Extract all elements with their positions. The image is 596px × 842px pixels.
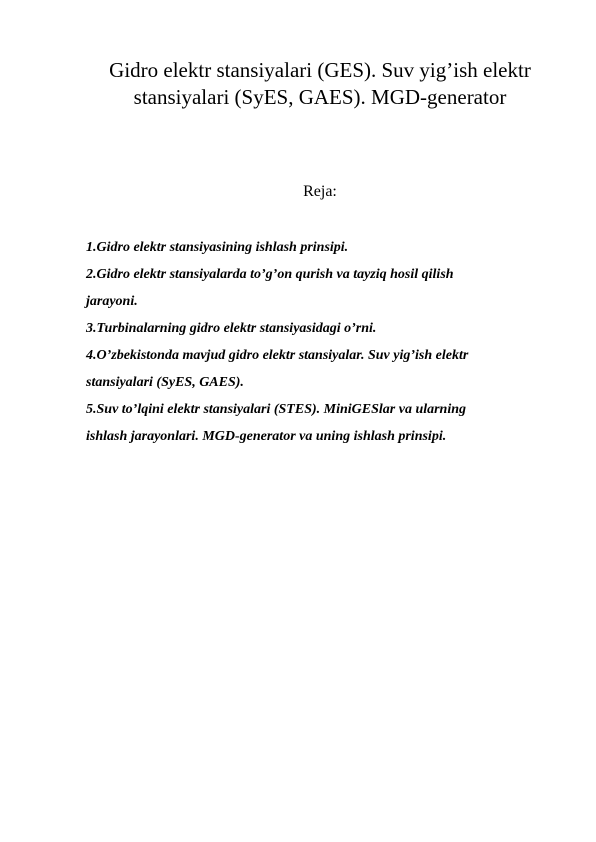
plan-item-line: stansiyalari (SyES, GAES). [86, 375, 244, 390]
title-line: stansiyalari (SyES, GAES). MGD-generator [133, 85, 507, 109]
plan-item [86, 261, 536, 315]
plan-item-line: ishlash jarayonlari. MGD-generator va uning ishlash prinsipi. [86, 429, 447, 444]
document-title [70, 57, 570, 111]
plan-item [86, 315, 536, 342]
plan-item-line: 2.Gidro elektr stansiyalarda to’g’on qurish va tayziq hosil qilish [86, 267, 454, 282]
plan-list [86, 234, 536, 450]
plan-item-line: 1.Gidro elektr stansiyasining ishlash prinsipi. [86, 240, 349, 255]
plan-item [86, 396, 536, 450]
plan-item [86, 342, 536, 396]
plan-item [86, 234, 536, 261]
title-line: Gidro elektr stansiyalari (GES). Suv yig’ish elektr [109, 58, 531, 82]
plan-item-line: 5.Suv to’lqini elektr stansiyalari (STES). MiniGESlar va ularning [86, 402, 467, 417]
plan-item-line: 4.O’zbekistonda mavjud gidro elektr stansiyalar. Suv yig’ish elektr [86, 348, 469, 363]
plan-heading: Reja: [303, 183, 337, 200]
plan-item-line: 3.Turbinalarning gidro elektr stansiyasidagi o’rni. [86, 321, 377, 336]
plan-item-line: jarayoni. [86, 294, 138, 309]
